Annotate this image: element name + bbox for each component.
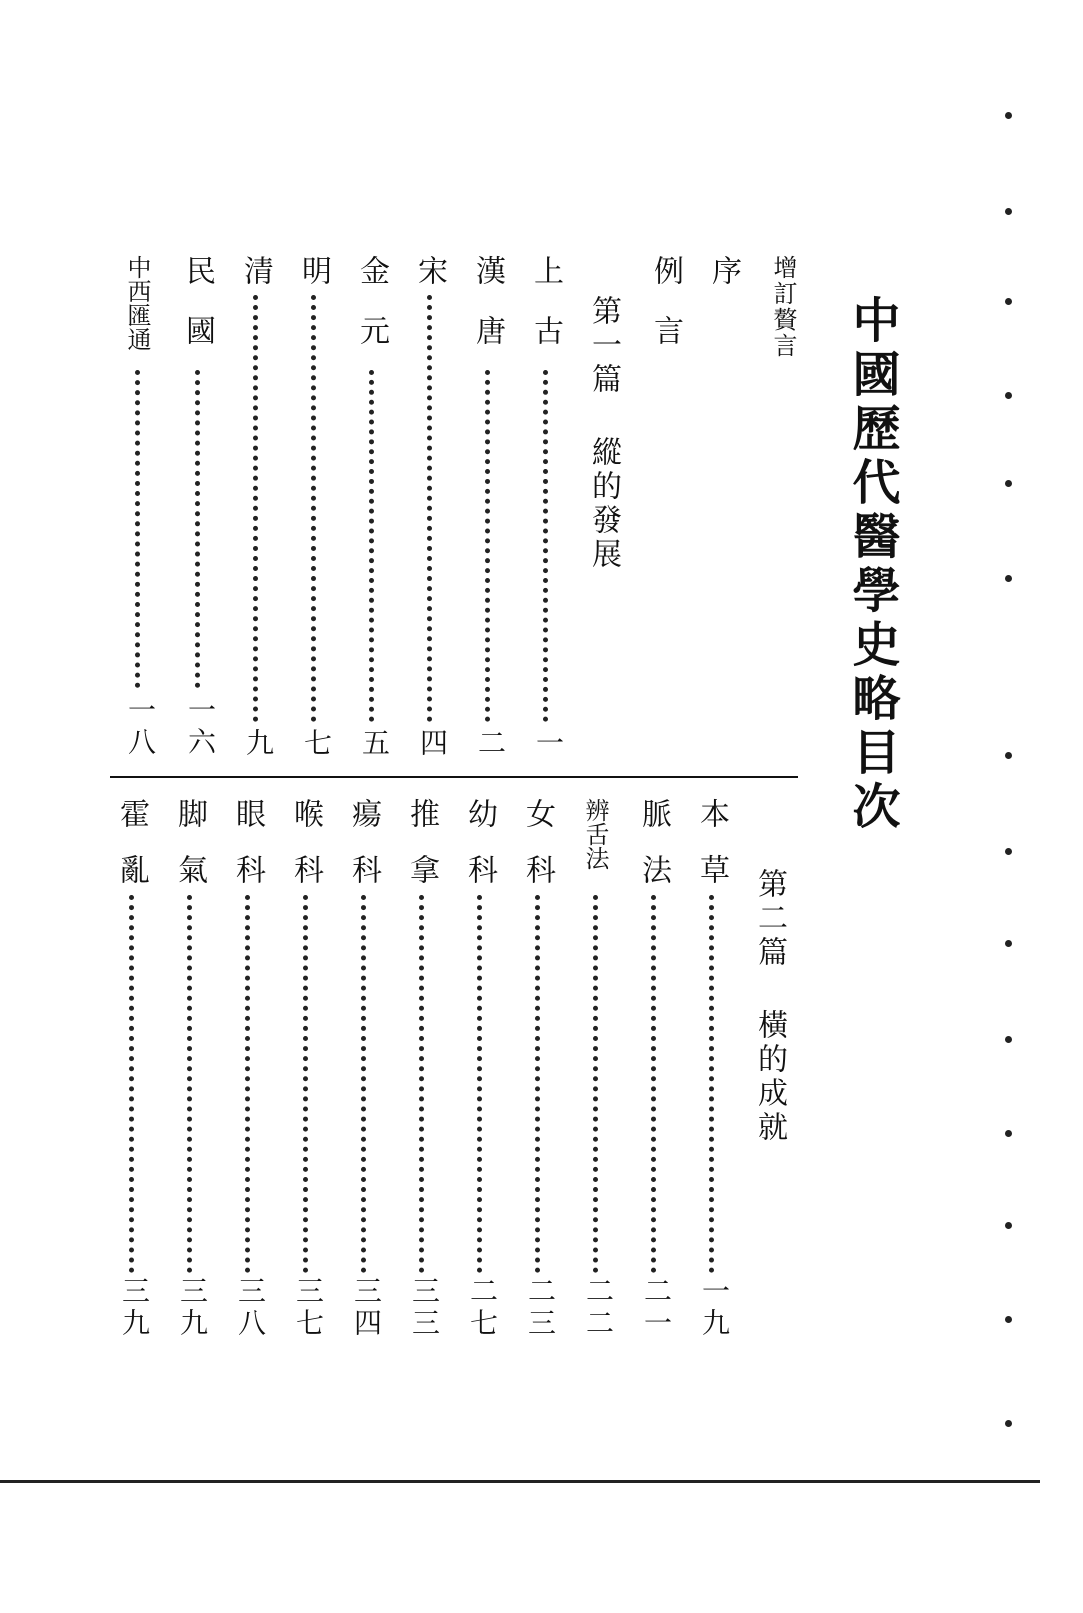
p1-label-0: 上古: [528, 255, 563, 375]
scan-speck: [1005, 940, 1012, 947]
p1-label-5: 清: [238, 255, 273, 293]
leader-dots: [195, 370, 200, 688]
scan-speck: [1005, 480, 1012, 487]
p2-page-0: 一九: [698, 1276, 731, 1340]
p1-page-5: 九: [242, 728, 275, 760]
p1-page-1: 二: [474, 728, 507, 760]
leader-dots: [427, 295, 432, 722]
p1-page-6: 一六: [184, 695, 217, 759]
p2-page-4: 二七: [466, 1276, 499, 1340]
p1-page-2: 四: [416, 728, 449, 760]
leader-dots: [709, 895, 714, 1273]
leader-dots: [129, 895, 134, 1273]
leader-dots: [245, 895, 250, 1273]
scan-speck: [1005, 112, 1012, 119]
p2-page-2: 二二: [582, 1276, 615, 1340]
scan-speck: [1005, 1420, 1012, 1427]
leader-dots: [253, 295, 258, 722]
part1-heading: 第一篇 縱的發展: [586, 295, 621, 572]
p2-label-1: 脈法: [636, 798, 671, 910]
p2-page-5: 三三: [408, 1276, 441, 1340]
scan-speck: [1005, 1130, 1012, 1137]
front-zengding: 增訂贅言: [769, 255, 797, 359]
p2-page-8: 三八: [234, 1276, 267, 1340]
p1-page-0: 一: [532, 728, 565, 760]
p2-label-4: 幼科: [462, 798, 497, 910]
scan-speck: [1005, 1222, 1012, 1229]
leader-dots: [651, 895, 656, 1273]
p1-label-1: 漢唐: [470, 255, 505, 375]
p1-label-7: 中西匯通: [123, 255, 151, 351]
p1-label-2: 宋: [412, 255, 447, 293]
p2-label-6: 瘍科: [346, 798, 381, 910]
p2-label-5: 推拿: [404, 798, 439, 910]
leader-dots: [485, 370, 490, 722]
leader-dots: [187, 895, 192, 1273]
scan-speck: [1005, 208, 1012, 215]
p2-label-7: 喉科: [288, 798, 323, 910]
p2-page-3: 二三: [524, 1276, 557, 1340]
p2-label-8: 眼科: [230, 798, 265, 910]
leader-dots: [543, 370, 548, 722]
p1-page-3: 五: [358, 728, 391, 760]
p1-page-4: 七: [300, 728, 333, 760]
leader-dots: [135, 370, 140, 688]
p1-page-7: 一八: [124, 695, 157, 759]
p2-page-7: 三七: [292, 1276, 325, 1340]
leader-dots: [303, 895, 308, 1273]
leader-dots: [535, 895, 540, 1273]
front-xu: 序: [706, 255, 741, 293]
scan-speck: [1005, 575, 1012, 582]
part2-heading: 第二篇 橫的成就: [752, 868, 787, 1145]
leader-dots: [311, 295, 316, 722]
page-bottom-edge: [0, 1480, 1040, 1483]
leader-dots: [369, 370, 374, 722]
p2-label-2: 辨舌法: [581, 798, 609, 870]
p1-label-3: 金元: [354, 255, 389, 375]
scan-speck: [1005, 1316, 1012, 1323]
p2-page-10: 三九: [118, 1276, 151, 1340]
section-divider: [110, 776, 798, 778]
leader-dots: [593, 895, 598, 1273]
p2-label-9: 脚氣: [172, 798, 207, 910]
scan-speck: [1005, 298, 1012, 305]
p1-label-4: 明: [296, 255, 331, 293]
front-liyan: 例言: [648, 255, 683, 375]
leader-dots: [477, 895, 482, 1273]
p2-label-3: 女科: [520, 798, 555, 910]
p2-page-6: 三四: [350, 1276, 383, 1340]
p2-label-0: 本草: [694, 798, 729, 910]
scan-speck: [1005, 1036, 1012, 1043]
leader-dots: [361, 895, 366, 1273]
p2-page-9: 三九: [176, 1276, 209, 1340]
p2-page-1: 二一: [640, 1276, 673, 1340]
scan-speck: [1005, 848, 1012, 855]
page-title: 中國歷代醫學史略目次: [844, 295, 900, 835]
p2-label-10: 霍亂: [114, 798, 149, 910]
scan-speck: [1005, 392, 1012, 399]
leader-dots: [419, 895, 424, 1273]
scan-speck: [1005, 752, 1012, 759]
p1-label-6: 民國: [180, 255, 215, 375]
